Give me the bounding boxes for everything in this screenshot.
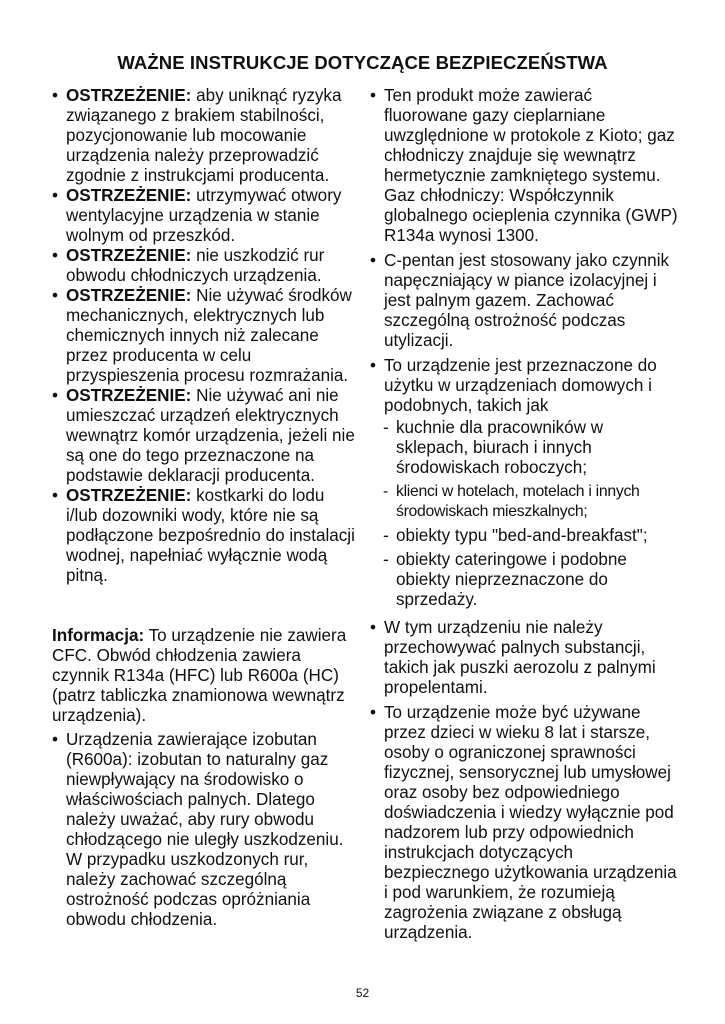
warning-label: OSTRZEŻENIE: — [66, 186, 192, 205]
warning-text: Nie używać ani nie umieszczać urządzeń elektrycznych wewnątrz komór urządzenia, jeżeli nie są one do tego przeznaczone na podstawie deklaracji producenta. — [66, 386, 355, 485]
dash-icon: - — [383, 418, 389, 437]
list-item-text: Ten produkt może zawierać fluorowane gazy cieplarniane uwzględnione w protokole z Kioto; gaz chłodniczy znajduje się wewnątrz hermetycznie zamkniętego systemu. Gaz chłodniczy: Współczynnik globalnego ocieplenia czynnika (GWP) R134a wynosi 1300. — [384, 86, 678, 245]
list-item — [370, 356, 680, 416]
list-item-text: C-pentan jest stosowany jako czynnik napęczniający w piance izolacyjnej i jest palnym gazem. Zachować szczególną ostrożność podczas utylizacji. — [384, 251, 670, 350]
sub-item-text: obiekty typu "bed-and-breakfast"; — [396, 526, 648, 545]
warning-label: OSTRZEŻENIE: — [66, 86, 192, 105]
warning-item — [52, 286, 357, 386]
warning-item — [52, 246, 357, 286]
bullet-icon: • — [370, 86, 376, 105]
warning-item — [52, 486, 357, 586]
page-title: WAŻNE INSTRUKCJE DOTYCZĄCE BEZPIECZEŃSTWA — [117, 52, 608, 73]
warning-text: kostkarki do lodu i/lub dozowniki wody, które nie są podłączone bezpośrednio do instalacji wodnej, napełniać wyłącznie wodą pitną. — [66, 486, 355, 585]
sub-item-text: klienci w hotelach, motelach i innych środowiskach mieszkalnych; — [396, 483, 640, 520]
spacer — [52, 586, 357, 606]
warning-item — [52, 386, 357, 486]
bullet-icon: • — [52, 386, 58, 405]
bullet-icon: • — [52, 246, 58, 265]
isobutane-text: Urządzenia zawierające izobutan (R600a): izobutan to naturalny gaz niewpływający na środowisko o właściwościach palnych. Dlatego należy uważać, aby rury obwodu chłodzącego nie uległy uszkodzeniu. W przypadku uszkodzonych rur, należy zachować szczególną ostrożność podczas opróżniania obwodu chłodzenia. — [66, 730, 344, 929]
sub-item — [370, 418, 680, 478]
bullet-icon: • — [52, 286, 58, 305]
warning-text: Nie używać środków mechanicznych, elektrycznych lub chemicznych innych niż zalecane przez producenta w celu przyspieszenia procesu rozmrażania. — [66, 286, 352, 385]
list-item — [370, 251, 680, 351]
bullet-icon: • — [370, 618, 376, 637]
dash-icon: - — [383, 483, 388, 500]
warning-item — [52, 186, 357, 246]
warning-label: OSTRZEŻENIE: — [66, 286, 192, 305]
bullet-icon: • — [370, 251, 376, 270]
spacer — [52, 606, 357, 626]
dash-icon: - — [383, 526, 389, 545]
list-item-text: W tym urządzeniu nie należy przechowywać palnych substancji, takich jak puszki aerozolu z palnymi propelentami. — [384, 618, 656, 697]
sub-item — [370, 526, 680, 546]
list-item — [370, 86, 680, 246]
sub-item — [370, 482, 680, 522]
right-column — [370, 86, 680, 948]
info-paragraph — [52, 626, 357, 726]
list-item — [370, 618, 680, 698]
bullet-icon: • — [370, 356, 376, 375]
warning-text: utrzymywać otwory wentylacyjne urządzenia w stanie wolnym od przeszkód. — [66, 186, 342, 245]
warning-label: OSTRZEŻENIE: — [66, 386, 192, 405]
list-item-text: To urządzenie może być używane przez dzieci w wieku 8 lat i starsze, osoby o ograniczonej sprawności fizycznej, sensorycznej lub umysłowej oraz osoby bez odpowiedniego doświadczenia i wiedzy wyłącznie pod nadzorem lub przy odpowiednich instrukcjach dotyczących bezpiecznego użytkowania urządzenia i pod warunkiem, że rozumieją zagrożenia związane z obsługą urządzenia. — [384, 703, 677, 942]
warning-text: nie uszkodzić rur obwodu chłodniczych urządzenia. — [66, 246, 325, 285]
isobutane-item — [52, 730, 357, 930]
bullet-icon: • — [52, 86, 58, 105]
sub-item-text: obiekty cateringowe i podobne obiekty nieprzeznaczone do sprzedaży. — [396, 550, 627, 609]
page-number: 52 — [355, 986, 370, 1000]
warning-label: OSTRZEŻENIE: — [66, 246, 192, 265]
info-text: To urządzenie nie zawiera CFC. Obwód chłodzenia zawiera czynnik R134a (HFC) lub R600a (HC) (patrz tabliczka znamionowa wewnątrz urządzenia). — [52, 626, 347, 725]
bullet-icon: • — [52, 730, 58, 749]
left-column — [52, 86, 357, 930]
bullet-icon: • — [52, 486, 58, 505]
warning-label: OSTRZEŻENIE: — [66, 486, 192, 505]
sub-item-text: kuchnie dla pracowników w sklepach, biurach i innych środowiskach roboczych; — [396, 418, 604, 477]
bullet-icon: • — [52, 186, 58, 205]
bullet-icon: • — [370, 703, 376, 722]
list-item-text: To urządzenie jest przeznaczone do użytku w urządzeniach domowych i podobnych, takich jak — [384, 356, 657, 415]
dash-icon: - — [383, 550, 389, 569]
warning-text: aby uniknąć ryzyka związanego z brakiem stabilności, pozycjonowanie lub mocowanie urządzenia należy przeprowadzić zgodnie z instrukcjami producenta. — [66, 86, 342, 185]
sub-item — [370, 550, 680, 610]
list-item — [370, 703, 680, 943]
info-label: Informacja: — [52, 626, 145, 645]
warning-item — [52, 86, 357, 186]
